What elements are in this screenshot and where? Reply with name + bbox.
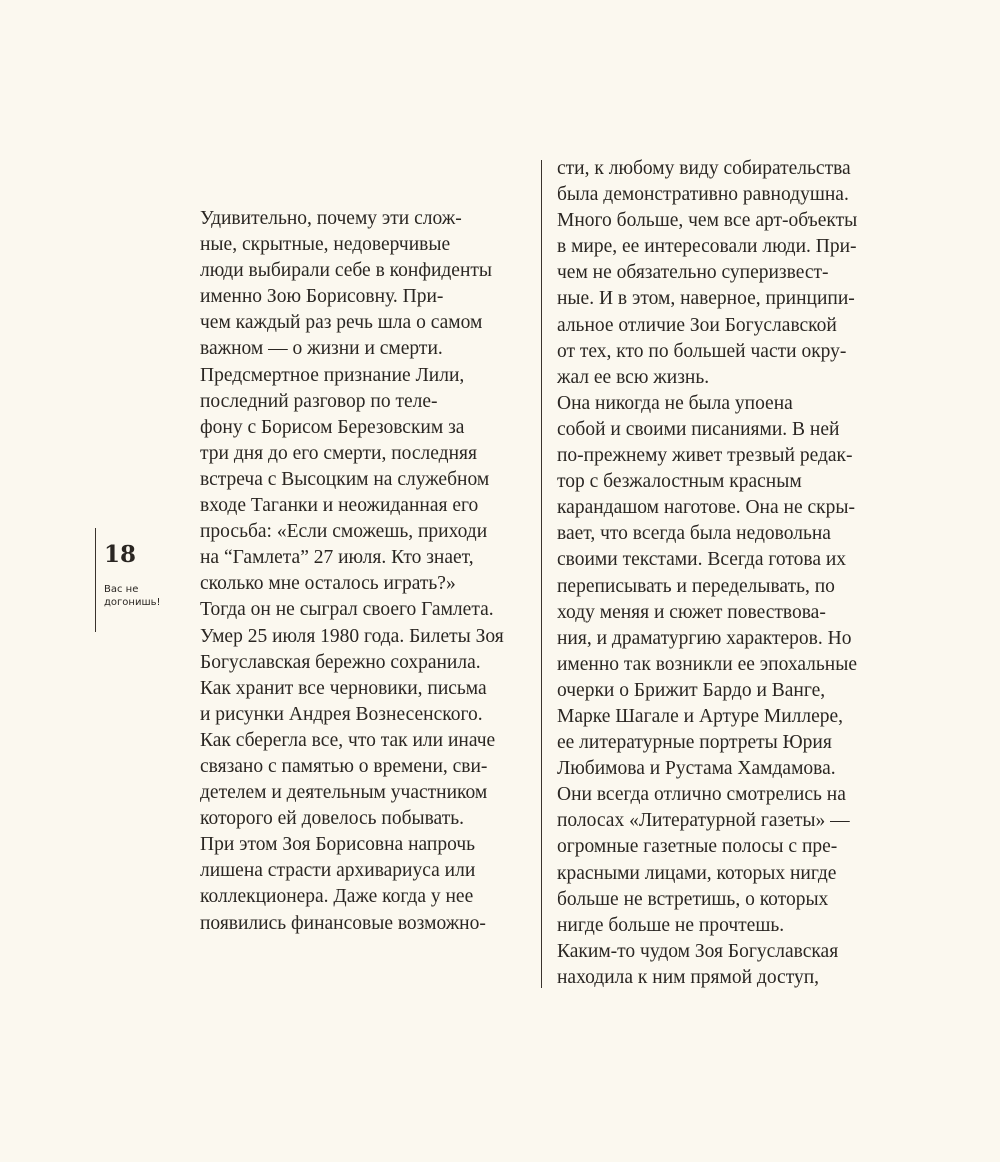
text-line: собой и своими писаниями. В ней bbox=[557, 418, 840, 440]
text-line: лишена страсти архивариуса или bbox=[200, 860, 476, 882]
text-line: огромные газетные полосы с пре- bbox=[557, 836, 838, 858]
text-line: жал ее всю жизнь. bbox=[557, 366, 710, 388]
text-line: альное отличие Зои Богуславской bbox=[557, 314, 837, 336]
column-rule bbox=[541, 160, 542, 988]
text-line: была демонстративно равнодушна. bbox=[557, 184, 849, 206]
left-text-column bbox=[200, 206, 504, 937]
text-line: и рисунки Андрея Вознесенского. bbox=[200, 703, 483, 725]
running-title-line: догонишь! bbox=[104, 597, 161, 608]
text-line: вает, что всегда была недовольна bbox=[557, 523, 831, 545]
text-line: Любимова и Рустама Хамдамова. bbox=[557, 758, 836, 780]
text-line: Удивительно, почему эти слож- bbox=[200, 208, 462, 229]
text-line: именно так возникли ее эпохальные bbox=[557, 653, 857, 675]
text-line: Богуславская бережно сохранила. bbox=[200, 651, 481, 673]
text-line: именно Зою Борисовну. При- bbox=[200, 286, 444, 308]
text-line: Как сберегла все, что так или иначе bbox=[200, 729, 496, 751]
text-line: входе Таганки и неожиданная его bbox=[200, 495, 479, 517]
text-line: люди выбирали себе в конфиденты bbox=[200, 260, 493, 282]
text-line: на “Гамлета” 27 июля. Кто знает, bbox=[200, 547, 474, 569]
right-text-column bbox=[557, 156, 857, 991]
text-line: переписывать и переделывать, по bbox=[557, 575, 835, 597]
text-line: карандашом наготове. Она не скры- bbox=[557, 497, 855, 519]
running-title bbox=[104, 583, 174, 609]
text-line: которого ей довелось побывать. bbox=[200, 808, 465, 830]
text-line: Умер 25 июля 1980 года. Билеты Зоя bbox=[200, 625, 504, 647]
text-line: больше не встретишь, о которых bbox=[557, 888, 829, 910]
text-line: появились финансовые возможно- bbox=[200, 912, 486, 934]
text-line: от тех, кто по большей части окру- bbox=[557, 340, 847, 362]
text-line: детелем и деятельным участником bbox=[200, 782, 488, 804]
text-line: ния, и драматургию характеров. Но bbox=[557, 627, 852, 649]
text-line: Предсмертное признание Лили, bbox=[200, 364, 465, 386]
text-line: своими текстами. Всегда готова их bbox=[557, 549, 847, 571]
text-line: в мире, ее интересовали люди. При- bbox=[557, 236, 857, 258]
text-line: последний разговор по теле- bbox=[200, 390, 438, 412]
text-line: Тогда он не сыграл своего Гамлета. bbox=[200, 599, 494, 621]
text-line: находила к ним прямой доступ, bbox=[557, 966, 820, 988]
text-line: связано с памятью о времени, сви- bbox=[200, 755, 488, 777]
text-line: очерки о Брижит Бардо и Ванге, bbox=[557, 679, 826, 701]
text-line: Марке Шагале и Артуре Миллере, bbox=[557, 705, 844, 727]
text-line: чем каждый раз речь шла о самом bbox=[200, 312, 483, 334]
text-line: ее литературные портреты Юрия bbox=[557, 732, 832, 754]
text-line: важном — о жизни и смерти. bbox=[200, 338, 443, 360]
text-line: три дня до его смерти, последняя bbox=[200, 442, 477, 464]
text-line: Как хранит все черновики, письма bbox=[200, 677, 487, 699]
text-line: Она никогда не была упоена bbox=[557, 392, 793, 414]
text-line: сколько мне осталось играть?» bbox=[200, 573, 456, 595]
text-line: Они всегда отлично смотрелись на bbox=[557, 784, 846, 806]
text-line: Много больше, чем все арт-объекты bbox=[557, 210, 858, 232]
text-line: фону с Борисом Березовским за bbox=[200, 416, 465, 438]
text-line: по-прежнему живет трезвый редак- bbox=[557, 445, 853, 467]
margin-rule bbox=[95, 528, 96, 632]
page-number: 18 bbox=[104, 541, 137, 568]
running-title-line: Вас не bbox=[104, 584, 139, 595]
text-line: ходу меняя и сюжет повествова- bbox=[557, 601, 826, 623]
text-line: ные, скрытные, недоверчивые bbox=[200, 234, 451, 256]
text-line: нигде больше не прочтешь. bbox=[557, 914, 785, 936]
text-line: просьба: «Если сможешь, приходи bbox=[200, 521, 488, 543]
text-line: красными лицами, которых нигде bbox=[557, 862, 837, 884]
text-line: тор с безжалостным красным bbox=[557, 471, 802, 493]
text-line: сти, к любому виду собирательства bbox=[557, 158, 851, 179]
text-line: ные. И в этом, наверное, принципи- bbox=[557, 288, 855, 310]
text-line: коллекционера. Даже когда у нее bbox=[200, 886, 474, 908]
text-line: При этом Зоя Борисовна напрочь bbox=[200, 834, 476, 856]
text-line: чем не обязательно суперизвест- bbox=[557, 262, 829, 284]
text-line: полосах «Литературной газеты» — bbox=[557, 810, 850, 832]
text-line: Каким-то чудом Зоя Богуславская bbox=[557, 940, 839, 962]
text-line: встреча с Высоцким на служебном bbox=[200, 468, 490, 490]
